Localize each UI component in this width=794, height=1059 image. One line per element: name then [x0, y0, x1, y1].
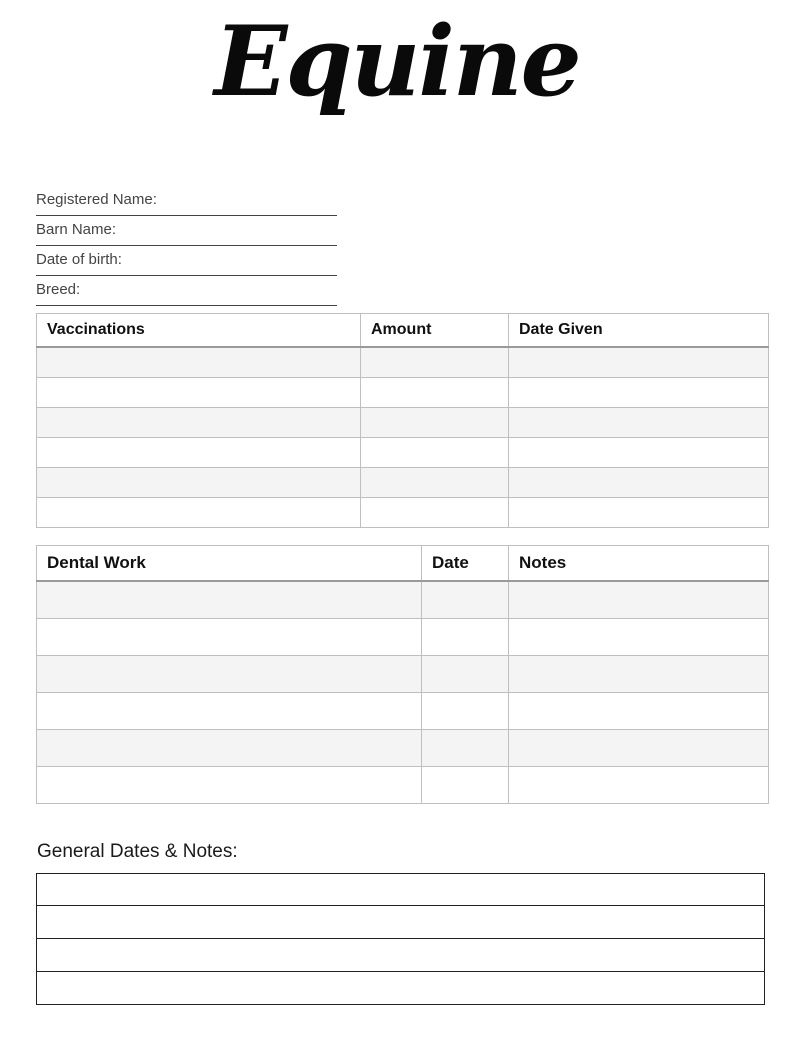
dental-work-table: [36, 545, 769, 804]
date-cell[interactable]: [422, 730, 509, 767]
date-cell[interactable]: [422, 693, 509, 730]
dental-row: [37, 581, 769, 619]
vaccinations-table: [36, 313, 769, 528]
vaccination-row: [37, 378, 769, 408]
breed-field[interactable]: [36, 276, 337, 306]
dental-work-cell[interactable]: [37, 767, 422, 804]
vaccination-cell[interactable]: [37, 468, 361, 498]
notes-line[interactable]: [36, 972, 765, 1005]
date-cell[interactable]: [422, 619, 509, 656]
notes-line[interactable]: [36, 906, 765, 939]
horse-info-fields: [36, 186, 337, 306]
dental-work-cell[interactable]: [37, 656, 422, 693]
dental-row: [37, 767, 769, 804]
amount-cell[interactable]: [361, 408, 509, 438]
vaccination-row: [37, 498, 769, 528]
date-cell[interactable]: [422, 581, 509, 619]
dental-work-cell[interactable]: [37, 693, 422, 730]
date-given-cell[interactable]: [509, 378, 769, 408]
amount-cell[interactable]: [361, 347, 509, 378]
date-given-header: Date Given: [509, 314, 769, 348]
date-of-birth-label: Date of birth:: [36, 251, 122, 268]
vaccination-cell[interactable]: [37, 438, 361, 468]
vaccination-row: [37, 347, 769, 378]
registered-name-label: Registered Name:: [36, 191, 157, 208]
date-given-cell[interactable]: [509, 468, 769, 498]
notes-cell[interactable]: [509, 619, 769, 656]
vaccination-row: [37, 408, 769, 438]
general-notes-box: [36, 873, 765, 1005]
date-given-cell[interactable]: [509, 438, 769, 468]
dental-row: [37, 730, 769, 767]
dental-row: [37, 693, 769, 730]
breed-label: Breed:: [36, 281, 81, 298]
dental-work-header: Dental Work: [37, 546, 422, 582]
notes-cell[interactable]: [509, 656, 769, 693]
date-given-cell[interactable]: [509, 347, 769, 378]
barn-name-label: Barn Name:: [36, 221, 117, 238]
date-cell[interactable]: [422, 767, 509, 804]
date-cell[interactable]: [422, 656, 509, 693]
dental-work-cell[interactable]: [37, 581, 422, 619]
vaccination-cell[interactable]: [37, 378, 361, 408]
amount-cell[interactable]: [361, 438, 509, 468]
page-title: Equine: [214, 5, 580, 118]
amount-cell[interactable]: [361, 498, 509, 528]
vaccination-cell[interactable]: [37, 347, 361, 378]
vaccination-row: [37, 468, 769, 498]
amount-cell[interactable]: [361, 378, 509, 408]
notes-line[interactable]: [36, 873, 765, 906]
general-notes-label: General Dates & Notes:: [37, 841, 238, 862]
date-given-cell[interactable]: [509, 408, 769, 438]
amount-header: Amount: [361, 314, 509, 348]
vaccination-row: [37, 438, 769, 468]
vaccinations-header: Vaccinations: [37, 314, 361, 348]
notes-cell[interactable]: [509, 581, 769, 619]
date-header: Date: [422, 546, 509, 582]
dental-work-cell[interactable]: [37, 619, 422, 656]
dental-row: [37, 656, 769, 693]
dental-row: [37, 619, 769, 656]
notes-cell[interactable]: [509, 730, 769, 767]
date-given-cell[interactable]: [509, 498, 769, 528]
vaccination-cell[interactable]: [37, 408, 361, 438]
vaccination-cell[interactable]: [37, 498, 361, 528]
dental-work-cell[interactable]: [37, 730, 422, 767]
registered-name-field[interactable]: [36, 186, 337, 216]
notes-line[interactable]: [36, 939, 765, 972]
notes-cell[interactable]: [509, 767, 769, 804]
barn-name-field[interactable]: [36, 216, 337, 246]
notes-header: Notes: [509, 546, 769, 582]
amount-cell[interactable]: [361, 468, 509, 498]
date-of-birth-field[interactable]: [36, 246, 337, 276]
notes-cell[interactable]: [509, 693, 769, 730]
